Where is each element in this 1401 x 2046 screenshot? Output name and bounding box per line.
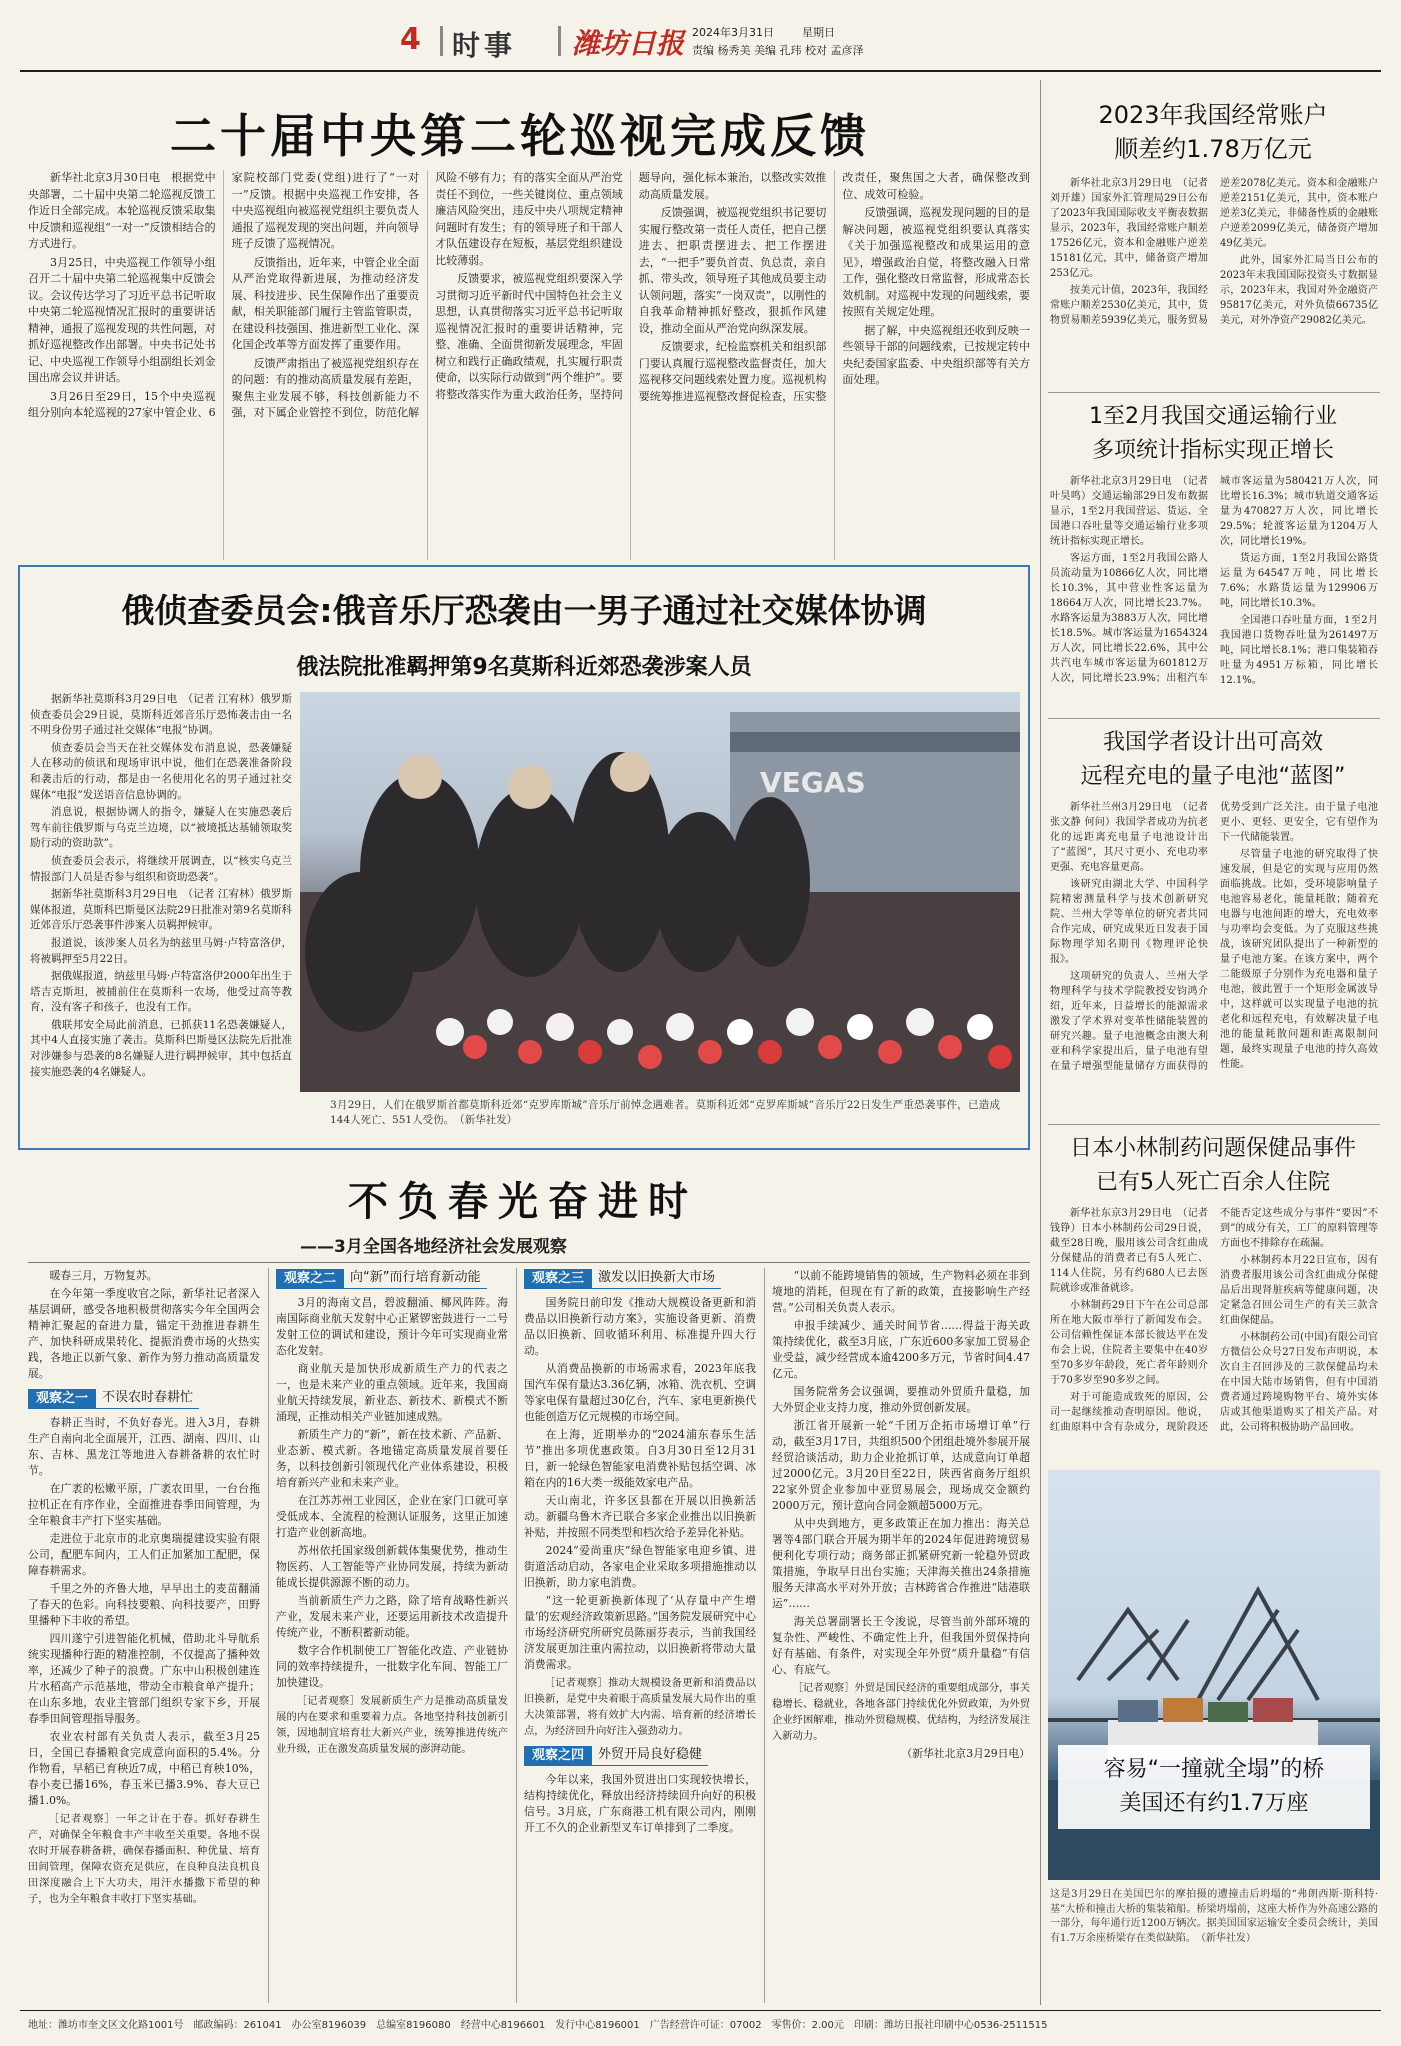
spring-paragraph: 在江苏苏州工业园区，企业在家门口就可享受低成本、全流程的检测认证服务，这里正加速打造产业创新高地。 (276, 1494, 508, 1539)
transport-body (1050, 474, 1378, 712)
section-tag: 观察之二 (276, 1269, 344, 1289)
observer-note: ［记者观察］推动大规模设备更新和消费品以旧换新，是党中央着眼于高质量发展大局作出的重大决策部署，将有效扩大内需、培育新的经济增长点，为经济回升向好注入强劲动力。 (524, 1677, 756, 1737)
issue-date: 2024年3月31日 (692, 26, 774, 39)
title-line: 1至2月我国交通运输行业 (1089, 404, 1337, 429)
lead-paragraph: 3月25日，中央巡视工作领导小组召开二十届中央第二轮巡视集中反馈会议。会议传达学习了习近平总书记听取中央第二轮巡视情况汇报时的重要讲话精神，通报了巡视发现的共性问题，对抓好巡视整改作出部署。中央书记处书记、中央巡视工作领导小组副组长刘金国出席会议并讲话。 (28, 255, 216, 384)
spring-title: 不负春光奋进时 (348, 1179, 698, 1225)
section-tag: 观察之四 (524, 1746, 592, 1766)
divider-bar (440, 26, 443, 56)
russia-paragraph: 侦查委员会表示，将继续开展调查，以“核实乌克兰情报部门人员是否参与组织和资助恐袭”。 (30, 854, 292, 883)
section-tag: 观察之三 (524, 1269, 592, 1289)
spring-paragraph: 海关总署副署长王令浚说，尽管当前外部环境的复杂性、严峻性、不确定性上升，但我国外贸保持向好有基础、有条件，对实现全年外贸“质升量稳”有信心、有底气。 (772, 1615, 1030, 1676)
spring-paragraph: 2024“爱尚重庆”绿色智能家电迎乡镇、进街道活动启动，各家电企业采取多项措施推动以旧换新，助力家电消费。 (524, 1544, 756, 1589)
lead-paragraph: 反馈强调，巡视发现问题的目的是解决问题，被巡视党组织要认真落实《关于加强巡视整改和成果运用的意见》，增强政治自觉，将整改融入日常工作，强化整改日常监督，形成常态长效机制。对巡视中发现的问题线索，要按照有关规定处理。 (842, 206, 1030, 318)
article-paragraph: 小林制药本月22日宣布，因有消费者服用该公司含红曲成分保健品后出现肾脏疾病等健康问题，决定紧急召回公司生产的有关三款含红曲保健品。 (1220, 1255, 1378, 1326)
lead-title: 二十届中央第二轮巡视完成反馈 (170, 109, 870, 163)
observer-note: ［记者观察］外贸是国民经济的重要组成部分，事关稳增长、稳就业，各地各部门持续优化外贸政策，为外贸企业纾困解难，推动外贸稳规模、优结构，为经济发展注入新动力。 (772, 1682, 1030, 1742)
spring-paragraph: 从消费品换新的市场需求看，2023年底我国汽车保有量达3.36亿辆，冰箱、洗衣机、空调等家电保有量超过30亿台，汽车、家电更新换代也能创造万亿元规模的市场空间。 (524, 1362, 756, 1423)
spring-paragraph: “以前不能跨境销售的领域，生产物料必须在非到境地的消耗，但现在有了新的政策，直接影响生产经营。”公司相关负责人表示。 (772, 1269, 1030, 1314)
dateline-sign: （新华社北京3月29日电） (901, 1747, 1030, 1760)
section-header-1 (28, 1388, 260, 1409)
article-paragraph: 这项研究的负责人、兰州大学物理科学与技术学院教授安钧鸿介绍，近年来，日益增长的能源需求激发了学术界对变革性储能装置的研究兴趣。量子电池概念由澳大利亚和科学家提出后，量子电池有望在量子增强型能量储存方面获得的优势受到广泛关注。由于量子电池更小、更轻、更安全，它有望作为下一代储能装置。 (1050, 802, 1378, 1072)
memorial-illustration (300, 692, 1020, 1092)
spring-paragraph: 数字合作机制使工厂智能化改造、产业链协同的效率持续提升，一批数字化车间、智能工厂加快建设。 (276, 1644, 508, 1689)
lead-paragraph: 新华社北京3月30日电 根据党中央部署，二十届中央第二轮巡视反馈工作近日全部完成。本轮巡视反馈采取集中反馈和巡视组“一对一”反馈相结合的方式进行。 (28, 171, 216, 250)
title-line: 日本小林制药问题保健品事件 (1069, 1136, 1356, 1161)
spring-paragraph: 春耕正当时，不负好春光。进入3月，春耕生产自南向北全面展开，江西、湖南、四川、山东、吉林、黑龙江等地进入春耕备耕的农忙时节。 (28, 1416, 260, 1477)
quantum-battery-body (1050, 800, 1378, 1118)
title-line: 2023年我国经常账户 (1098, 101, 1328, 129)
page-number: 4 (400, 22, 421, 57)
article-paragraph: 该研究由湖北大学、中国科学院精密测量科学与技术创新研究院、兰州大学等单位的研究者共同合作完成，研究成果近日发表于国际物理学知名期刊《物理评论快报》。 (1050, 879, 1208, 965)
footer-info: 地址：潍坊市奎文区文化路1001号 邮政编码：261041 办公室8196039 总编室8196080 经营中心8196601 发行中心8196001 广告经营许可证：07002 零售价：2.00元 印刷：潍坊日报社印刷中心0536-2511515 (28, 2020, 1048, 2031)
title-line: 顺差约1.78万亿元 (1114, 135, 1312, 163)
bridge-title-box (1058, 1745, 1370, 1829)
spring-paragraph: 当前新质生产力之路，除了培育战略性新兴产业，发展未来产业，还要运用新技术改造提升传统产业，不断积蓄新动能。 (276, 1594, 508, 1639)
section-title: 外贸开局良好稳健 (592, 1745, 708, 1766)
section-name: 时事 (452, 29, 517, 62)
russia-title: 俄侦查委员会:俄音乐厅恐袭由一男子通过社交媒体协调 (121, 591, 927, 630)
kobayashi-body (1050, 1206, 1378, 1462)
russia-paragraph: 俄联邦安全局此前消息，已抓获11名恐袭嫌疑人，其中4人直接实施了袭击。莫斯科巴斯曼区法院先后批准对涉嫌参与恐袭的8名嫌疑人进行羁押候审，其中包括直接实施恐袭的4名嫌疑人。 (30, 1018, 292, 1078)
spring-paragraph: 新质生产力的“新”，新在技术新、产品新、业态新、模式新。各地锚定高质量发展首要任务，以科技创新引领现代化产业体系建设，积极培育新兴产业和未来产业。 (276, 1428, 508, 1489)
masthead (0, 0, 1401, 70)
spring-paragraph: 国务院常务会议强调，要推动外贸质升量稳，加大外贸企业支持力度，推动外贸创新发展。 (772, 1385, 1030, 1414)
title-line: 远程充电的量子电池“蓝图” (1080, 764, 1346, 789)
russia-paragraph: 侦查委员会当天在社交媒体发布消息说，恐袭嫌疑人在移动的侦讯和现场审讯中说，他们在恐袭准备阶段和袭击后的行动，都是由一名使用化名的男子通过社交媒体“电报”发送语音信息协调的。 (30, 741, 292, 801)
spring-paragraph: “这一轮更新换新体现了‘从存量中产生增量’的宏观经济政策新思路。”国务院发展研究中心市场经济研究所研究员陈丽芬表示，当前我国经济发展更加注重内需拉动，以旧换新将带动大量消费需求。 (524, 1594, 756, 1671)
spring-subtitle: ——3月全国各地经济社会发展观察 (300, 1237, 567, 1257)
spring-paragraph: 在上海，近期举办的“2024浦东春乐生活节”推出多项优惠政策。自3月30日至12月31日，新一轮绿色智能家电消费补贴包括空调、冰箱在内的16大类一级能效家电产品。 (524, 1428, 756, 1489)
russia-paragraph: 报道说，该涉案人员名为纳兹里马姆·卢特富洛伊，将被羁押至5月22日。 (30, 936, 292, 965)
article-paragraph: 按美元计值，2023年，我国经常账户顺差2530亿美元，其中，货物贸易顺差5939亿美元，服务贸易逆差2078亿美元。资本和金融账户逆差2151亿美元，其中，资本账户逆差3亿美元，非储备性质的金融账户逆差2099亿美元，储备资产增加49亿美元。 (1050, 178, 1378, 326)
concert-hall-memorial-photo (300, 692, 1020, 1092)
lead-paragraph: 据了解，中央巡视组还收到反映一些领导干部的问题线索，已按规定转中央纪委国家监委、中央组织部等有关方面处理。 (842, 323, 1030, 386)
spring-paragraph: 四川遂宁引进智能化机械，借助北斗导航系统实现播种行距的精准控制，不仅提高了播种效率，还减少了种子的浪费。广东中山积极创建连片水稻高产示范基地，带动全市粮食单产提升；在山东多地，农业主管部门组织专家下乡，开展春季田间管理指导服务。 (28, 1632, 260, 1725)
russia-paragraph: 据新华社莫斯科3月29日电 （记者 江宥林）俄罗斯侦查委员会29日说，莫斯科近郊音乐厅恐怖袭击由一名不明身份男子通过社交媒体“电报”协调。 (30, 693, 292, 737)
section-tag: 观察之一 (28, 1389, 96, 1409)
spring-column-4 (772, 1268, 1030, 2003)
article-paragraph: 新华社兰州3月29日电 （记者 张文静 何问）我国学者成功为抗老化的远距离充电量子电池设计出了“蓝图”，其尺寸更小、充电功率更强、充电容量更高。 (1050, 802, 1208, 873)
spring-column-2 (276, 1268, 508, 2003)
spring-paragraph: 今年以来，我国外贸进出口实现较快增长，结构持续优化，释放出经济持续回升向好的积极信号。3月底，广东商港工机有限公司内，刚刚开工不久的企业新型叉车订单排到了二季度。 (524, 1773, 756, 1834)
title-line: 已有5人死亡百余人住院 (1096, 1170, 1330, 1195)
masthead-rule (20, 70, 1381, 72)
lead-paragraph: 3月26日至29日，15个中央巡视组分别向本轮巡视的27家中管企业、6家院校部门党委(党组)进行了“一对一”反馈。根据中央巡视工作安排，各中央巡视组向被巡视党组织主要负责人通报了巡视发现的突出问题，并向领导班子反馈了巡视情况。 (28, 171, 420, 419)
spring-intro: 暖春三月，万物复苏。 (49, 1269, 158, 1282)
transport-title (1048, 400, 1378, 468)
lead-paragraph: 反馈强调，被巡视党组织书记要切实履行整改第一责任人责任，把自己摆进去、把职责摆进去、把工作摆进去，“一把手”要负首责、负总责，亲自抓、带头改，领导班子其他成员要主动认领问题，落实“一岗双责”，以刚性的自我革命精神抓好整改，狠抓作风建设，推动全面从严治党向纵深发展。 (638, 206, 827, 335)
section-header-3 (524, 1268, 756, 1289)
section-title: 不误农时春耕忙 (96, 1388, 199, 1409)
footer-rule (20, 2010, 1381, 2011)
russia-subtitle: 俄法院批准羁押第9名莫斯科近郊恐袭涉案人员 (296, 655, 752, 680)
spring-paragraph: 申报手续减少、通关时间节省……得益于海关政策持续优化，截至3月底，广东近600多家加工贸易企业受益，减少经营成本逾4200多万元，节省时间4.47亿元。 (772, 1319, 1030, 1380)
article-paragraph: 全国港口吞吐量方面，1至2月我国港口货物吞吐量为261497万吨，同比增长8.1%；港口集装箱吞吐量为4951万标箱，同比增长12.1%。 (1220, 615, 1378, 686)
spring-paragraph: 商业航天是加快形成新质生产力的代表之一，也是未来产业的重点领域。近年来，我国商业航天持续发展，新业态、新技术、新模式不断涌现，正推动相关产业链加速成熟。 (276, 1362, 508, 1423)
section-title: 向“新”而行培育新动能 (344, 1268, 486, 1289)
article-paragraph: 小林制药29日下午在公司总部所在地大阪市举行了新闻发布会。公司信赖性保证本部长彼达平在发布会上说，住院者主要集中在40岁至70多岁年龄段，死亡者年龄则介于70多岁至90多岁之间。 (1050, 1300, 1208, 1386)
article-paragraph: 货运方面，1至2月我国公路货运量为64547万吨，同比增长7.6%；水路货运量为129906万吨，同比增长10.3%。 (1220, 553, 1378, 609)
spring-column-3 (524, 1268, 756, 2003)
spring-paragraph: 苏州依托国家级创新载体集聚优势，推动生物医药、人工智能等产业协同发展，持续为新动能成长提供源源不断的动力。 (276, 1544, 508, 1589)
title-line: 容易“一撞就全塌”的桥 (1103, 1757, 1325, 1782)
spring-paragraph: 3月的海南文昌，碧波翻涌、椰风阵阵。海南国际商业航天发射中心正紧锣密鼓进行一二号发射工位的调试和建设，预计今年可实现商业常态化发射。 (276, 1296, 508, 1357)
article-paragraph: 新华社东京3月29日电 （记者 钱铮）日本小林制药公司29日说，截至28日晚，服用该公司含红曲成分保健品的消费者已有5人死亡、114人住院，另有约680人已去医院就诊或准备就诊。 (1050, 1208, 1208, 1294)
article-paragraph: 新华社北京3月29日电 （记者 叶昊鸣）交通运输部29日发布数据显示，1至2月我国营运、货运、全国港口吞吐量等交通运输行业多项统计指标实现正增长。 (1050, 476, 1208, 547)
lead-paragraph: 反馈要求，被巡视党组织要深入学习贯彻习近平新时代中国特色社会主义思想，认真贯彻落实习近平总书记听取巡视情况汇报时的重要讲话精神，完整、准确、全面贯彻新发展理念，牢固树立和践行正确政绩观，扎实履行职责使命，以实际行动做到“两个维护”。要将整改落实作为重大政治任务，坚持问题导向，强化标本兼治，以整改实效推动高质量发展。 (435, 171, 827, 401)
title-line: 美国还有约1.7万座 (1119, 1791, 1309, 1816)
russia-photo-caption: 3月29日，人们在俄罗斯首都莫斯科近郊“克罗库斯城”音乐厅前悼念遇难者。莫斯科近郊“克罗库斯城”音乐厅22日发生严重恐袭事件，已造成144人死亡、551人受伤。 （新华社发） (330, 1099, 1000, 1126)
section-title: 激发以旧换新大市场 (592, 1268, 721, 1289)
russia-body (30, 692, 292, 1142)
article-paragraph: 尽管量子电池的研究取得了快速发展，但是它的实现与应用仍然面临挑战。比如，受环境影响量子电池容易老化，能量耗散；随着充电器与电池间距的增大，充电效率与功率均会变低。为了克服这些挑战，该研究团队提出了一种新型的量子电池方案。在该方案中，两个二能级原子分别作为充电器和量子电池，彼此置于一个矩形金属波导中，这样就可以实现量子电池的抗老化和远程充电，有效解决量子电池的能量耗散问题和距离限制问题，最终实现量子电池的持久高效性能。 (1220, 849, 1378, 1070)
lead-paragraph: 反馈指出，近年来，中管企业全面从严治党取得新进展，为推动经济发展、科技进步、民生保障作出了重要贡献，相关职能部门履行主管监管职责，在建设科技强国、推进新型工业化、深化国企改革等方面发挥了重要作用。 (231, 255, 420, 351)
title-line: 我国学者设计出可高效 (1102, 730, 1323, 755)
spring-paragraph: 国务院日前印发《推动大规模设备更新和消费品以旧换新行动方案》，实施设备更新、消费品以旧换新、回收循环利用、标准提升四大行动。 (524, 1296, 756, 1357)
article-paragraph: 客运方面，1至2月我国公路人员流动量为10866亿人次，同比增长10.3%，其中营业性客运量为18664万人次，同比增长23.7%。水路客运量为3883万人次，同比增长18.5%。城市客运量为1654324万人次，同比增长22.6%，其中公共汽电车城市客运量为601812万人次，同比增长23.9%；出租汽车城市客运量为580421万人次，同比增长16.3%；城市轨道交通客运量为470827万人次，同比增长29.5%；轮渡客运量为1204万人次，同比增长19%。 (1050, 476, 1378, 684)
lead-body (28, 170, 1030, 560)
editors: 责编 杨秀美 美编 孔玮 校对 孟彦泽 (692, 44, 864, 57)
spring-paragraph: 浙江省开展新一轮“千团万企拓市场增订单”行动，截至3月17日，共组织500个团组赴境外参展开展经贸洽谈活动，助力企业抢抓订单，达成意向订单超过2000亿元。3月20日至22日，陕西省商务厅组织22家外贸企业参加中亚贸易展会，现场成交金额约2000万元，预计意向合同金额超5000万元。 (772, 1419, 1030, 1512)
svg-text:VEGAS: VEGAS (760, 766, 866, 799)
quantum-battery-title (1048, 726, 1378, 794)
lead-paragraph: 反馈严肃指出了被巡视党组织存在的问题：有的推动高质量发展有差距，聚焦主业发展不够，科技创新能力不强，对下属企业管控不到位，防范化解风险不够有力；有的落实全面从严治党责任不到位，一些关键岗位、重点领域廉洁风险突出，违反中央八项规定精神问题时有发生；有的领导班子和干部人才队伍建设存在短板，基层党组织建设比较薄弱。 (231, 171, 623, 419)
weekday: 星期日 (802, 26, 835, 39)
russia-paragraph: 据新华社莫斯科3月29日电 （记者 江宥林）俄罗斯媒体报道，莫斯科巴斯曼区法院29日批准对第9名莫斯科近郊音乐厅恐袭事件涉案人员羁押候审。 (30, 888, 292, 932)
observer-note: ［记者观察］一年之计在于春。抓好春耕生产，对确保全年粮食丰产丰收至关重要。各地不误农时开展春耕备耕，确保春播面积、种优量、培育田间管理，保障农资充足供应，在良种良法良机良田深度融合上下大功夫，用汗水播撒下希望的种子，也为全年粮食丰收打下坚实基础。 (28, 1813, 260, 1905)
article-paragraph: 新华社北京3月29日电 （记者 刘开雄）国家外汇管理局29日公布了2023年我国国际收支平衡表数据显示，2023年，我国经常账户顺差17526亿元，资本和金融账户逆差15181亿元，其中，储备资产增加253亿元。 (1050, 178, 1208, 279)
section-header-2 (276, 1268, 508, 1289)
kobayashi-title (1048, 1132, 1378, 1200)
article-paragraph: 小林制药公司(中国)有限公司官方微信公众号27日发布声明说，本次自主召回涉及的三款保健品均未在中国大陆市场销售，但有中国消费者通过跨境购物平台、境外实体店或其他渠道购买了相关产品。对此，公司将积极协助产品回收。 (1220, 1332, 1378, 1433)
spring-paragraph: 在广袤的松嫩平原，广袤农田里，一台台拖拉机正在有序作业，全面推进春季田间管理，为全年粮食丰产打下坚实基础。 (28, 1482, 260, 1527)
bridge-caption: 这是3月29日在美国巴尔的摩拍摄的遭撞击后坍塌的“弗朗西斯·斯科特·基”大桥和撞击大桥的集装箱船。桥梁坍塌前，这座大桥作为外高速公路的一部分，每年通行近1200万辆次。据美国国家运输安全委员会统计，美国有1.7万余座桥梁存在类似缺陷。 （新华社发） (1050, 1889, 1378, 1944)
current-account-body (1050, 176, 1378, 386)
divider-bar (558, 26, 561, 56)
article-paragraph: 对于可能造成致死的原因，公司一起继续推动查明原因。他说，红曲原料中含有杂成分，现阶段还不能否定这些成分与事件“要因”不到”的成分有关，工厂的原料管理等方面也不排除存在疏漏。 (1050, 1208, 1378, 1433)
spring-paragraph: 千里之外的齐鲁大地，早早出土的麦苗翻涌了春天的色彩。向科技要粮、向科技要产，田野里播种下丰收的希望。 (28, 1582, 260, 1627)
spring-column-1 (28, 1268, 260, 2003)
article-paragraph: 此外，国家外汇局当日公布的2023年末我国国际投资头寸数据显示，2023年末，我国对外金融资产95817亿美元，对外负债66735亿美元，对外净资产29082亿美元。 (1220, 255, 1378, 326)
current-account-title (1048, 98, 1378, 166)
russia-paragraph: 据俄媒报道，纳兹里马姆·卢特富洛伊2000年出生于塔吉克斯坦，被捕前住在莫斯科一农场，他受过高等教育，没有客子和孩子，也没有工作。 (30, 970, 292, 1014)
russia-paragraph: 消息说，根据协调人的指令，嫌疑人在实施恐袭后驾车前往俄罗斯与乌克兰边境，以“被境抵达基辅领取奖励行动的资助款”。 (30, 806, 292, 850)
spring-paragraph: 天山南北，许多区县都在开展以旧换新活动。新疆乌鲁木齐已联合多家企业推出以旧换新补贴，并按照不同类型和档次给予差异化补贴。 (524, 1494, 756, 1539)
spring-paragraph: 从中央到地方，更多政策正在加力推出：海关总署等4部门联合开展为期半年的2024年促进跨境贸易便利化专项行动；商务部正抓紧研究新一轮稳外贸政策措施，争取早日出台实施；天津海关推出24条措施服务天津高水平对外开放；吉林跨省合作推进“陆港联运”…… (772, 1517, 1030, 1610)
title-line: 多项统计指标实现正增长 (1091, 438, 1334, 463)
observer-note: ［记者观察］发展新质生产力是推动高质量发展的内在要求和重要着力点。各地坚持科技创新引领，因地制宜培育壮大新兴产业，统筹推进传统产业升级，正在激发高质量发展的澎湃动能。 (276, 1695, 508, 1755)
spring-paragraph: 走进位于北京市的北京奥瑞提建设实验有限公司，配肥车间内，工人们正加紧加工配肥，保障春耕需求。 (28, 1532, 260, 1577)
lead-paragraph: 反馈要求，纪检监察机关和组织部门要认真履行巡视整改监督责任，加大巡视移交问题线索处置力度。巡视机构要统筹推进巡视整改督促检查，压实整改责任，聚焦国之大者，确保整改到位、成效可检验。 (638, 171, 1030, 403)
spring-intro: 在今年第一季度收官之际，新华社记者深入基层调研，感受各地积极贯彻落实今年全国两会精神汇聚起的奋进力量，锚定干劲推进春耕生产、加快科研成果转化、提振消费市场的火热实践，各地正以新气象、新作为努力推动高质量发展。 (28, 1287, 260, 1380)
paper-logo: 潍坊日报 (572, 27, 685, 60)
spring-paragraph: 农业农村部有关负责人表示，截至3月25日，全国已春播粮食完成意向面积的5.4%。分作物看，早稻已育秧近7成，中稻已育秧10%，春小麦已播16%，春玉米已播3.9%、春大豆已播1.0%。 (28, 1730, 260, 1807)
section-header-4 (524, 1745, 756, 1766)
